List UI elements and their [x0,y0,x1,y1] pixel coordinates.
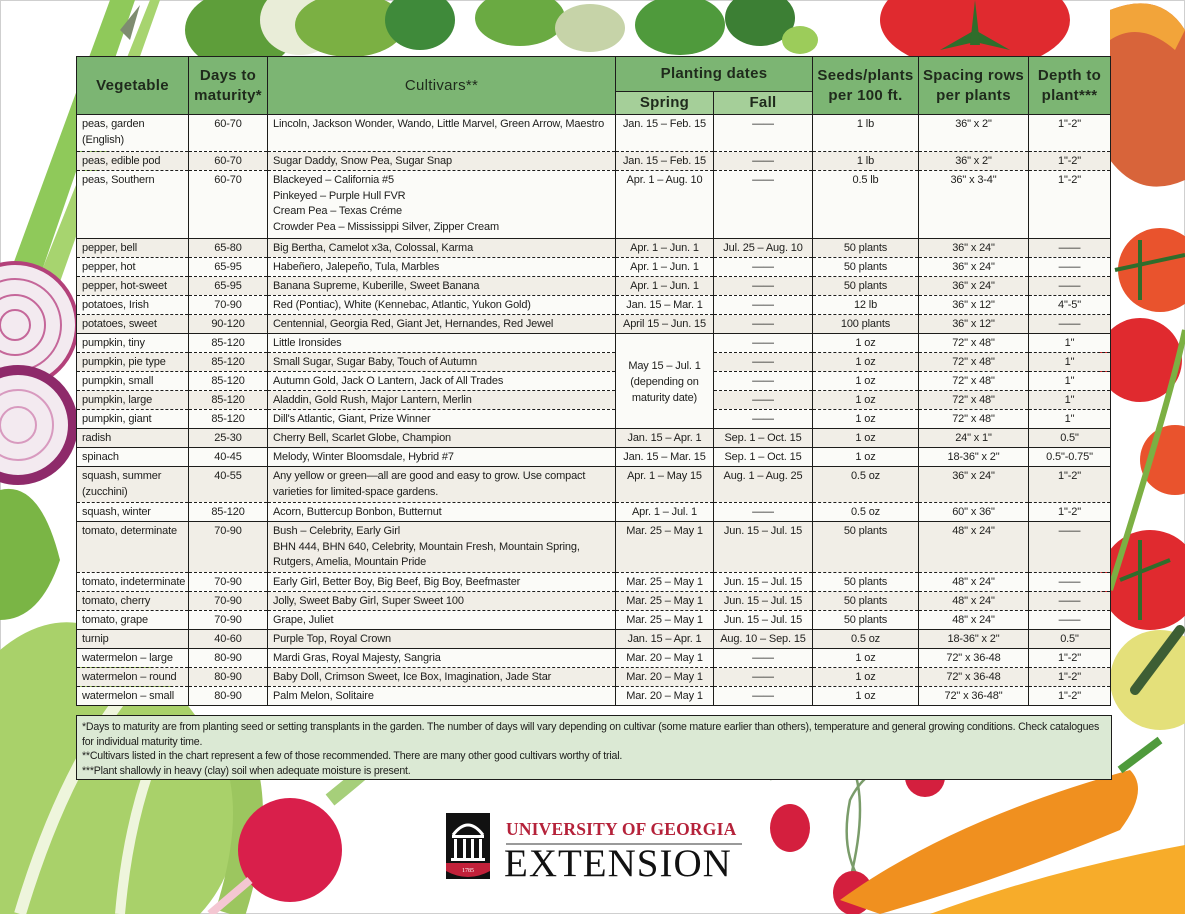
cell-spacing: 24" x 1" [919,429,1029,448]
cell-seeds: 1 oz [813,353,919,372]
cell-days: 70-90 [189,611,268,630]
cell-depth: 1"-2" [1029,467,1111,503]
cell-days: 70-90 [189,522,268,573]
cell-vegetable: watermelon – round [77,668,189,687]
table-row [77,277,1111,296]
cell-spacing: 36" x 24" [919,239,1029,258]
cell-spacing: 36" x 2" [919,152,1029,171]
cell-vegetable: potatoes, Irish [77,296,189,315]
cultivar-line: BHN 444, BHN 640, Celebrity, Mountain Fresh, Mountain Spring, [273,540,580,553]
cell-cultivars: Purple Top, Royal Crown [268,630,616,649]
footnote-cultivars: **Cultivars listed in the chart represent a few of those recommended. There are many other good cultivars worthy of trial. [82,750,623,763]
cell-depth: 1"-2" [1029,503,1111,522]
cell-spring: Mar. 25 – May 1 [616,611,714,630]
cell-spring: April 15 – Jun. 15 [616,315,714,334]
cell-spring: Mar. 25 – May 1 [616,522,714,573]
cell-days: 65-95 [189,277,268,296]
cell-cultivars [268,171,616,239]
logo-title: UNIVERSITY OF GEORGIA [506,819,737,839]
cell-spacing: 36" x 12" [919,296,1029,315]
cell-vegetable: pumpkin, small [77,372,189,391]
cell-seeds: 0.5 oz [813,503,919,522]
cell-spacing: 48" x 24" [919,522,1029,573]
cell-fall: —— [714,372,813,391]
cell-spacing: 18-36" x 2" [919,448,1029,467]
cell-spring: Jan. 15 – Mar. 15 [616,448,714,467]
planting-table [76,56,1111,706]
cell-spring: Apr. 1 – May 15 [616,467,714,503]
table-row [77,152,1111,171]
cell-cultivars: Early Girl, Better Boy, Big Beef, Big Boy, Beefmaster [268,573,616,592]
planting-chart [76,56,1110,706]
cell-days: 85-120 [189,353,268,372]
cell-fall: —— [714,115,813,152]
cell-fall: Jun. 15 – Jul. 15 [714,592,813,611]
cell-seeds: 1 oz [813,448,919,467]
table-row [77,410,1111,429]
vegetable-line2: (English) [82,133,125,146]
cell-cultivars: Palm Melon, Solitaire [268,687,616,706]
table-row [77,668,1111,687]
table-row [77,611,1111,630]
cell-vegetable [77,115,189,152]
table-row [77,448,1111,467]
table-row [77,115,1111,152]
cell-depth: 1"-2" [1029,115,1111,152]
svg-text:1785: 1785 [462,868,474,874]
cell-fall: Jul. 25 – Aug. 10 [714,239,813,258]
cell-days: 85-120 [189,334,268,353]
cultivar-line: varieties for limited-space gardens. [273,485,439,498]
cell-days: 40-60 [189,630,268,649]
cell-vegetable: squash, winter [77,503,189,522]
cell-seeds: 100 plants [813,315,919,334]
table-row [77,391,1111,410]
header-seeds-line1: Seeds/plants [817,66,914,84]
cell-days: 25-30 [189,429,268,448]
header-planting-dates: Planting dates [616,57,813,92]
cell-fall: Jun. 15 – Jul. 15 [714,522,813,573]
table-row [77,467,1111,503]
cell-seeds: 0.5 lb [813,171,919,239]
cell-spacing: 72" x 36-48 [919,668,1029,687]
cultivar-line: Pinkeyed – Purple Hull FVR [273,189,406,202]
cultivar-line: Crowder Pea – Mississippi Silver, Zipper Cream [273,220,500,233]
cell-depth: 1" [1029,391,1111,410]
cell-cultivars: Little Ironsides [268,334,616,353]
cell-seeds: 50 plants [813,277,919,296]
cell-days: 70-90 [189,296,268,315]
cultivar-line: Bush – Celebrity, Early Girl [273,525,401,537]
cell-fall: —— [714,391,813,410]
cell-spring: Mar. 20 – May 1 [616,687,714,706]
cell-seeds: 0.5 oz [813,630,919,649]
table-row [77,429,1111,448]
cell-vegetable: pumpkin, tiny [77,334,189,353]
header-depth [1029,57,1111,115]
cultivar-line: Blackeyed – California #5 [273,174,394,186]
cell-days: 70-90 [189,573,268,592]
cell-fall: Jun. 15 – Jul. 15 [714,611,813,630]
header-days-line2: maturity* [194,86,262,104]
table-row [77,649,1111,668]
header-seeds-plants [813,57,919,115]
cell-depth: —— [1029,239,1111,258]
cell-vegetable: spinach [77,448,189,467]
table-row [77,687,1111,706]
cell-depth: 1" [1029,372,1111,391]
cell-depth: 1" [1029,410,1111,429]
cell-depth: 4"-5" [1029,296,1111,315]
cell-days: 60-70 [189,115,268,152]
cell-spacing: 60" x 36" [919,503,1029,522]
cell-days: 40-55 [189,467,268,503]
cell-cultivars: Sugar Daddy, Snow Pea, Sugar Snap [268,152,616,171]
cell-spacing: 72" x 48" [919,353,1029,372]
cell-days: 85-120 [189,503,268,522]
cell-vegetable: turnip [77,630,189,649]
table-row [77,522,1111,573]
cell-vegetable: pumpkin, large [77,391,189,410]
cell-fall: —— [714,296,813,315]
cell-fall: Aug. 1 – Aug. 25 [714,467,813,503]
cell-spring: Jan. 15 – Apr. 1 [616,429,714,448]
cultivar-line: Cream Pea – Texas Créme [273,205,403,218]
table-row [77,315,1111,334]
table-row [77,372,1111,391]
cell-spring: Apr. 1 – Jun. 1 [616,258,714,277]
cell-fall: —— [714,334,813,353]
cell-cultivars: Autumn Gold, Jack O Lantern, Jack of All Trades [268,372,616,391]
cell-fall: —— [714,152,813,171]
cell-depth: 1" [1029,353,1111,372]
cell-spacing: 72" x 48" [919,410,1029,429]
table-row [77,334,1111,353]
merged-line3: maturity date) [631,392,698,404]
cell-depth: 0.5"-0.75" [1029,448,1111,467]
cell-vegetable [77,467,189,503]
cell-spacing: 36" x 12" [919,315,1029,334]
cell-spacing: 36" x 24" [919,258,1029,277]
cell-seeds: 1 oz [813,410,919,429]
cell-depth: —— [1029,592,1111,611]
cell-vegetable: peas, edible pod [77,152,189,171]
cell-spacing: 72" x 36-48" [919,687,1029,706]
cell-spacing: 72" x 48" [919,334,1029,353]
header-spacing-line1: Spacing rows [922,66,1025,84]
cell-fall: —— [714,277,813,296]
cell-vegetable: tomato, grape [77,611,189,630]
cell-days: 80-90 [189,668,268,687]
cell-fall: Jun. 15 – Jul. 15 [714,573,813,592]
table-row [77,573,1111,592]
cell-vegetable: pepper, hot-sweet [77,277,189,296]
cell-vegetable: pepper, bell [77,239,189,258]
cell-cultivars: Red (Pontiac), White (Kennebac, Atlantic, Yukon Gold) [268,296,616,315]
cell-seeds: 1 oz [813,649,919,668]
cell-cultivars: Lincoln, Jackson Wonder, Wando, Little Marvel, Green Arrow, Maestro [268,115,616,152]
cell-seeds: 50 plants [813,611,919,630]
cell-depth: 0.5" [1029,429,1111,448]
cell-spring: Jan. 15 – Feb. 15 [616,152,714,171]
cell-depth: —— [1029,258,1111,277]
cell-cultivars: Grape, Juliet [268,611,616,630]
cell-seeds: 1 oz [813,429,919,448]
cell-spring: Mar. 25 – May 1 [616,573,714,592]
header-depth-line1: Depth to [1037,66,1102,84]
cell-seeds: 50 plants [813,573,919,592]
cell-days: 60-70 [189,171,268,239]
table-row [77,296,1111,315]
cell-seeds: 50 plants [813,522,919,573]
cell-seeds: 1 lb [813,152,919,171]
header-vegetable: Vegetable [77,57,189,115]
cell-depth: —— [1029,277,1111,296]
cell-cultivars: Centennial, Georgia Red, Giant Jet, Hernandes, Red Jewel [268,315,616,334]
cell-vegetable: tomato, indeterminate [77,573,189,592]
cell-spring: Mar. 20 – May 1 [616,668,714,687]
cell-cultivars: Banana Supreme, Kuberille, Sweet Banana [268,277,616,296]
cell-fall: —— [714,687,813,706]
cell-spacing: 36" x 24" [919,277,1029,296]
cell-spacing: 36" x 2" [919,115,1029,152]
cell-seeds: 1 oz [813,391,919,410]
cell-vegetable: potatoes, sweet [77,315,189,334]
cell-fall: Aug. 10 – Sep. 15 [714,630,813,649]
cell-depth: —— [1029,611,1111,630]
cell-spring: Mar. 25 – May 1 [616,592,714,611]
cell-depth: 1"-2" [1029,668,1111,687]
table-row [77,630,1111,649]
cell-fall: —— [714,258,813,277]
cell-days: 80-90 [189,649,268,668]
cell-spacing: 72" x 36-48 [919,649,1029,668]
cell-spring: Jan. 15 – Apr. 1 [616,630,714,649]
cell-vegetable: pepper, hot [77,258,189,277]
cell-seeds: 50 plants [813,592,919,611]
cell-vegetable: pumpkin, giant [77,410,189,429]
cell-fall: —— [714,353,813,372]
merged-line2: (depending on [630,376,699,388]
cell-spring: Mar. 20 – May 1 [616,649,714,668]
cell-vegetable: tomato, determinate [77,522,189,573]
cell-depth: 1" [1029,334,1111,353]
cell-spring: Apr. 1 – Jun. 1 [616,239,714,258]
cell-spacing: 36" x 24" [919,467,1029,503]
table-row [77,258,1111,277]
header-days-to-maturity [189,57,268,115]
uga-extension-logo [444,813,754,883]
cell-spacing: 48" x 24" [919,611,1029,630]
cell-days: 70-90 [189,592,268,611]
cell-days: 60-70 [189,152,268,171]
cell-spring: Apr. 1 – Jul. 1 [616,503,714,522]
cell-vegetable: watermelon – large [77,649,189,668]
table-row [77,171,1111,239]
cell-seeds: 1 lb [813,115,919,152]
header-days-line1: Days to [199,66,257,84]
cell-cultivars [268,467,616,503]
cell-spring: Apr. 1 – Jun. 1 [616,277,714,296]
cell-depth: —— [1029,315,1111,334]
cell-cultivars: Melody, Winter Bloomsdale, Hybrid #7 [268,448,616,467]
cell-seeds: 1 oz [813,668,919,687]
cell-cultivars: Aladdin, Gold Rush, Major Lantern, Merlin [268,391,616,410]
cell-cultivars: Cherry Bell, Scarlet Globe, Champion [268,429,616,448]
cell-spacing: 48" x 24" [919,592,1029,611]
cell-cultivars: Acorn, Buttercup Bonbon, Butternut [268,503,616,522]
cell-days: 65-80 [189,239,268,258]
cell-cultivars: Baby Doll, Crimson Sweet, Ice Box, Imagination, Jade Star [268,668,616,687]
cell-seeds: 50 plants [813,258,919,277]
cell-days: 40-45 [189,448,268,467]
cell-depth: 1"-2" [1029,649,1111,668]
cell-vegetable: tomato, cherry [77,592,189,611]
cell-depth: 0.5" [1029,630,1111,649]
cell-cultivars: Dill's Atlantic, Giant, Prize Winner [268,410,616,429]
cell-depth: 1"-2" [1029,152,1111,171]
cell-spacing: 36" x 3-4" [919,171,1029,239]
onion-icon [0,263,77,480]
header-seeds-line2: per 100 ft. [828,86,903,104]
cell-vegetable: pumpkin, pie type [77,353,189,372]
vegetable-line1: squash, summer [82,470,162,482]
arch-icon [446,813,490,879]
cell-days: 65-95 [189,258,268,277]
cell-days: 85-120 [189,410,268,429]
header-spring: Spring [616,92,714,115]
header-fall: Fall [714,92,813,115]
cell-vegetable: radish [77,429,189,448]
vegetable-line1: peas, garden [82,118,145,130]
cell-spring-pumpkin-merged [616,334,714,429]
cell-fall: —— [714,171,813,239]
header-spacing-line2: per plants [936,86,1011,104]
header-cultivars: Cultivars** [268,57,616,115]
cell-fall: —— [714,668,813,687]
cell-seeds: 12 lb [813,296,919,315]
cell-fall: —— [714,503,813,522]
cultivar-line: Rutgers, Amelia, Mountain Pride [273,556,427,569]
cell-fall: Sep. 1 – Oct. 15 [714,429,813,448]
cell-days: 80-90 [189,687,268,706]
cell-seeds: 50 plants [813,239,919,258]
cell-spring: Jan. 15 – Mar. 1 [616,296,714,315]
cell-fall: —— [714,410,813,429]
header-spacing [919,57,1029,115]
footnotes-box [76,715,1112,780]
cell-cultivars: Habeñero, Jalepeño, Tula, Marbles [268,258,616,277]
cell-spacing: 72" x 48" [919,391,1029,410]
table-row [77,239,1111,258]
cell-cultivars: Jolly, Sweet Baby Girl, Super Sweet 100 [268,592,616,611]
cell-depth: —— [1029,522,1111,573]
table-row [77,353,1111,372]
vegetable-line2: (zucchini) [82,485,128,498]
logo-subtitle: EXTENSION [504,842,732,885]
cell-seeds: 1 oz [813,687,919,706]
cell-cultivars: Small Sugar, Sugar Baby, Touch of Autumn [268,353,616,372]
cell-seeds: 0.5 oz [813,467,919,503]
cell-cultivars [268,522,616,573]
cell-days: 90-120 [189,315,268,334]
cell-cultivars: Mardi Gras, Royal Majesty, Sangria [268,649,616,668]
cell-fall: —— [714,649,813,668]
cell-cultivars: Big Bertha, Camelot x3a, Colossal, Karma [268,239,616,258]
footnote-days-to-maturity: *Days to maturity are from planting seed or setting transplants in the garden. The number of days will vary depending on cultivar (some mature earlier than others), temperature and general growing conditions. Check catalogues for individual maturity time. [82,721,1100,748]
cell-days: 85-120 [189,372,268,391]
cell-depth: 1"-2" [1029,171,1111,239]
table-row [77,503,1111,522]
cell-spacing: 48" x 24" [919,573,1029,592]
cell-spring: Apr. 1 – Aug. 10 [616,171,714,239]
table-row [77,592,1111,611]
header-depth-line2: plant*** [1041,86,1098,104]
merged-line1: May 15 – Jul. 1 [628,360,701,372]
cell-spacing: 72" x 48" [919,372,1029,391]
cell-seeds: 1 oz [813,372,919,391]
cell-depth: —— [1029,573,1111,592]
cell-depth: 1"-2" [1029,687,1111,706]
cell-vegetable: watermelon – small [77,687,189,706]
cell-seeds: 1 oz [813,334,919,353]
footnote-depth: ***Plant shallowly in heavy (clay) soil when adequate moisture is present. [82,764,411,777]
cell-spring: Jan. 15 – Feb. 15 [616,115,714,152]
cultivar-line: Any yellow or green—all are good and easy to grow. Use compact [273,470,586,482]
cell-days: 85-120 [189,391,268,410]
cell-spacing: 18-36" x 2" [919,630,1029,649]
cell-vegetable: peas, Southern [77,171,189,239]
cell-fall: —— [714,315,813,334]
cell-fall: Sep. 1 – Oct. 15 [714,448,813,467]
